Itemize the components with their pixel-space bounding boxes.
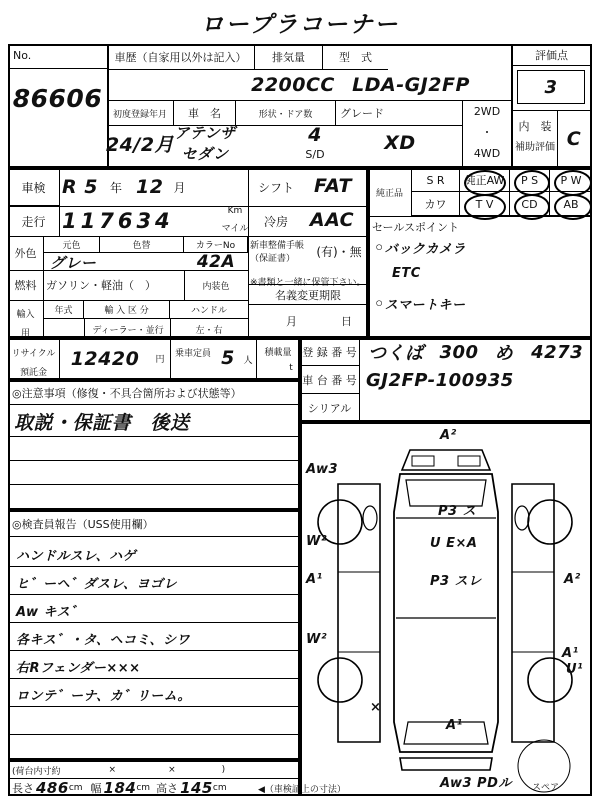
divider-9 — [248, 236, 249, 338]
capacity-label: 乗車定員 — [174, 348, 211, 359]
model-value-wrap — [336, 70, 486, 100]
grade-label-cell — [335, 100, 462, 126]
shaken-gatsu: 月 — [173, 180, 186, 195]
mileage-value-wrap — [62, 204, 220, 238]
door-sub: S/D — [305, 147, 325, 161]
chassis-label: 車 台 番 号 — [302, 374, 357, 387]
ac-value: AAC — [309, 209, 355, 231]
mileage-km: Km — [227, 206, 243, 216]
sales-point-item-1: ◦バックカメラ — [374, 238, 466, 257]
shaken-label: 車検 — [21, 180, 46, 195]
interior-label-wrap — [513, 112, 557, 166]
eval-label-cell — [511, 44, 592, 66]
diagram-mark-left-5: × — [370, 700, 382, 715]
shift-value: FAT — [314, 175, 352, 197]
note-keep: ※書類と一緒に保管下さい。 — [250, 278, 366, 288]
inspector-line-1: ハンドルスレ、ハゲ — [16, 548, 137, 564]
reg-number: 4273 — [531, 341, 584, 363]
displacement-value: 2200CC — [251, 74, 335, 96]
dimensions-heading: (荷台内寸約 — [12, 766, 61, 777]
car-name-value: アテンザセダン — [174, 124, 236, 163]
divider-13 — [84, 319, 85, 338]
interior-label: 内 装 — [518, 120, 552, 133]
diagram-body-mark-2: U E×A — [430, 536, 478, 551]
chassis-value: GJ2FP-100935 — [366, 369, 514, 391]
fuel-value-wrap — [46, 272, 182, 298]
year-label-cell — [44, 300, 84, 319]
dealer-label: ディーラー・並行 — [92, 325, 164, 336]
reg-kana: め — [494, 343, 514, 364]
eval-value-box — [517, 70, 585, 104]
notes-rule-2 — [8, 460, 300, 461]
diagram-mark-left-3: A¹ — [306, 572, 323, 587]
reg-place: つくば — [368, 343, 424, 364]
shaken-value-wrap — [62, 170, 242, 204]
diagram-mark-right-3: U¹ — [566, 662, 584, 677]
inspector-line-5-wrap — [16, 654, 296, 678]
serial-label-cell — [300, 394, 360, 422]
load-ton: t — [289, 363, 293, 373]
model-label: 型 式 — [339, 51, 372, 64]
first-reg-value: 24/2月 — [105, 133, 175, 156]
shape-door-label: 形状・ドア数 — [258, 109, 313, 120]
pw-label: P W — [560, 173, 582, 187]
year-label: 年式 — [54, 306, 73, 316]
handle-label: ハンドル — [190, 306, 227, 316]
load-label-wrap — [256, 342, 300, 360]
recycle-yen: 円 — [155, 354, 165, 365]
height-unit: cm — [212, 783, 227, 793]
diagram-mark-right-1: A² — [564, 572, 581, 587]
day-label: 日 — [341, 315, 352, 328]
divider-14 — [170, 319, 171, 338]
diagram-bottom-note: Aw3 PDル — [440, 776, 512, 791]
diagram-body-mark-3: P3 スレ — [430, 574, 482, 589]
width-value: 184 — [103, 779, 137, 797]
diagram-mark-left-1: Aw3 — [306, 462, 339, 477]
car-diagram-svg — [300, 422, 592, 796]
new-equip-label-wrap — [250, 238, 310, 268]
handle-lr-wrap — [172, 320, 246, 338]
divider-16 — [248, 304, 368, 305]
fuel-value: ガソリン・軽油（ ） — [46, 279, 156, 292]
genuine-label: 純正品 — [375, 188, 403, 199]
shaken-month-value: 12 — [135, 176, 164, 198]
sales-point-label: セールスポイント — [372, 221, 460, 234]
inspector-line-4-wrap — [16, 626, 296, 650]
mileage-value: 117634 — [62, 209, 174, 233]
dimensions-heading-wrap — [12, 762, 296, 778]
capacity-value: 5 — [221, 347, 235, 369]
base-color-label: 元色 — [62, 241, 81, 251]
divider-11 — [184, 270, 185, 300]
dimensions-close: ) — [221, 765, 226, 775]
shaken-year-value: R 5 — [62, 176, 98, 198]
spare-label: スペア — [532, 783, 560, 793]
load-ton-wrap — [284, 360, 298, 376]
reg-label: 登 録 番 号 — [302, 346, 357, 359]
model-value: LDA-GJ2FP — [352, 74, 470, 96]
serial-label: シリアル — [307, 402, 352, 415]
recycle-value: 12420 — [70, 348, 140, 370]
aw-label: 純正AW — [464, 174, 505, 187]
capacity-label-wrap — [170, 342, 216, 362]
new-equip-label: 新車整備手帳 — [250, 241, 305, 251]
name-change-label-wrap — [250, 286, 366, 304]
warranty-label: （保証書） — [250, 254, 296, 264]
inspector-line-5: 右Rフェンダー××× — [16, 660, 141, 676]
name-change-label: 名義変更期限 — [275, 289, 341, 302]
import-class-label-cell — [84, 300, 170, 319]
model-label-cell — [322, 44, 388, 70]
capacity-nin-wrap — [240, 348, 256, 370]
import-label: 輸入 — [16, 310, 35, 320]
fuel-label-cell — [8, 270, 44, 300]
inspector-rule-1 — [8, 566, 300, 567]
lot-no-value: 86606 — [12, 83, 103, 113]
import-class-label: 輸 入 区 分 — [104, 306, 149, 316]
divider-20 — [8, 404, 300, 405]
dimensions-footnote: ◀（車検証上の寸法） — [258, 784, 346, 795]
notes-line-1: 取説・保証書 後送 — [14, 411, 190, 434]
door-value: 4 — [308, 124, 322, 146]
diagram-mark-left-2: W² — [306, 534, 328, 549]
inspector-heading: ◎検査員報告（USS使用欄） — [12, 518, 154, 531]
cd-label: CD — [521, 197, 538, 211]
inspector-line-6: ロンテ゛ーナ、カ゛リーム。 — [16, 688, 191, 704]
ps-circle-mark — [514, 170, 550, 196]
notes-line-1-wrap — [14, 408, 296, 434]
inspector-rule-7 — [8, 734, 300, 735]
sales-point-item-3: ◦スマートキー — [374, 294, 466, 313]
inspector-line-2: ヒ゛ーヘ゛ダスレ、ヨゴレ — [16, 576, 177, 592]
interior-color-label-wrap — [186, 272, 246, 298]
capacity-value-wrap — [214, 340, 242, 376]
import-label-cell — [8, 300, 44, 338]
abs-label: AB — [563, 197, 579, 211]
inspector-line-3: Aw キス゛ — [16, 604, 84, 620]
length-unit: cm — [68, 783, 83, 793]
history-label-cell — [107, 44, 254, 70]
sales-point-list — [374, 238, 586, 332]
shaken-nen: 年 — [109, 180, 122, 195]
tv-label: T V — [475, 197, 494, 211]
deposit-label: 預託金 — [19, 368, 47, 378]
length-value: 486 — [36, 779, 69, 797]
width-label: 幅 — [90, 782, 102, 795]
inspector-heading-wrap — [12, 514, 296, 534]
sr-label: S R — [426, 173, 445, 187]
page-title: ロープラコーナー — [200, 12, 400, 38]
chassis-label-cell — [300, 366, 360, 394]
reg-value-wrap — [362, 338, 590, 366]
month-label: 月 — [286, 315, 297, 328]
lot-no-label-cell: No. — [13, 49, 32, 62]
handle-lr: 左・右 — [195, 325, 223, 336]
pw-circle-mark — [554, 170, 592, 196]
grade-label: グレード — [340, 107, 384, 120]
first-reg-label-cell — [107, 100, 173, 126]
handle-label-cell — [170, 300, 248, 319]
notes-heading: ◎注意事項（修復・不具合箇所および状態等） — [12, 387, 242, 400]
reg-class: 300 — [439, 341, 479, 363]
recycle-label-cell — [8, 338, 60, 380]
inspector-rule-3 — [8, 622, 300, 623]
diagram-bottom-mark: A¹ — [446, 718, 463, 733]
first-reg-value-wrap — [105, 124, 175, 162]
exterior-label: 外色 — [14, 247, 37, 260]
car-name-value-wrap — [173, 124, 237, 162]
shift-label: シフト — [257, 180, 294, 195]
ps-label: P S — [520, 173, 539, 187]
aw-circle-mark — [464, 170, 506, 196]
inspector-line-1-wrap — [16, 542, 296, 566]
reg-label-cell — [300, 338, 360, 366]
inspector-line-3-wrap — [16, 598, 296, 622]
sales-point-item-2: ETC — [392, 266, 421, 281]
capacity-nin: 人 — [243, 355, 253, 366]
interior-color-label: 内装色 — [202, 281, 230, 292]
history-label: 車歴（自家用以外は記入） — [114, 51, 247, 64]
sales-point-label-wrap — [372, 218, 522, 236]
eval-value: 3 — [544, 76, 558, 98]
repaint-label: 色替 — [132, 241, 151, 251]
notes-rule-3 — [8, 484, 300, 485]
diagram-body-mark-1: P3 ス — [438, 504, 477, 519]
notes-rule-1 — [8, 436, 300, 437]
recycle-value-wrap — [60, 340, 150, 378]
divider-15 — [248, 284, 368, 285]
displacement-label-cell — [254, 44, 322, 70]
drive-2wd: 2WD — [473, 104, 501, 118]
sr-label-cell — [412, 168, 460, 192]
dimensions-values-wrap — [12, 779, 298, 797]
dimensions-mult2: × — [168, 765, 176, 775]
repaint-label-cell — [100, 236, 184, 253]
name-change-date-wrap — [250, 308, 366, 334]
kawa-label: カワ — [424, 198, 447, 211]
eval-label: 評価点 — [535, 49, 568, 62]
ac-label-wrap — [250, 206, 302, 236]
divider-4 — [511, 110, 592, 111]
kawa-label-cell — [412, 192, 460, 216]
diagram-mark-right-2: A¹ — [562, 646, 579, 661]
warranty-yesno: (有)・無 — [316, 244, 362, 259]
displacement-value-wrap — [250, 70, 336, 100]
drive-4wd: 4WD — [473, 146, 501, 160]
height-label: 高さ — [156, 782, 179, 795]
base-color-value: グレー — [49, 253, 97, 272]
load-label: 積載量 — [264, 347, 292, 358]
divider-21 — [8, 536, 300, 537]
inspector-line-6-wrap — [16, 682, 296, 706]
divider-10 — [8, 270, 248, 271]
note-keep-wrap — [250, 270, 368, 288]
genuine-label-cell — [368, 168, 412, 216]
inspector-line-2-wrap — [16, 570, 296, 594]
first-reg-label: 初度登録年月 — [112, 109, 167, 120]
ac-label: 冷房 — [263, 214, 288, 229]
mileage-mile: マイル — [221, 223, 249, 234]
interior-label2: 補助評価 — [515, 142, 555, 153]
warranty-yesno-wrap — [312, 240, 366, 262]
color-no-value: 42A — [196, 252, 236, 272]
height-value: 145 — [180, 779, 213, 797]
lot-no-value-wrap — [8, 72, 107, 124]
drive-dot: ・ — [481, 126, 493, 139]
inspector-line-4: 各キス゛・タ、ヘコミ、シワ — [16, 632, 190, 648]
inspector-rule-6 — [8, 706, 300, 707]
mileage-label: 走行 — [21, 214, 46, 229]
interior-value-wrap — [557, 112, 591, 166]
dealer-label-wrap — [86, 320, 170, 338]
interior-value: C — [566, 128, 582, 150]
recycle-label: リサイクル — [11, 349, 56, 359]
use-label: 用 — [20, 329, 30, 339]
color-no-label: カラーNo — [195, 241, 236, 251]
inspector-rule-4 — [8, 650, 300, 651]
width-unit: cm — [136, 783, 151, 793]
grade-value: XD — [384, 132, 416, 154]
door-sub-wrap — [299, 145, 331, 163]
displacement-label: 排気量 — [272, 51, 305, 64]
dimensions-mult1: × — [108, 765, 117, 775]
length-label: 長さ — [12, 782, 34, 795]
shaken-label-cell — [8, 168, 60, 206]
grade-value-wrap — [340, 124, 460, 162]
chassis-value-wrap — [362, 366, 590, 394]
ac-value-wrap — [298, 204, 366, 236]
mileage-mile-wrap — [218, 219, 252, 235]
shift-value-wrap — [300, 168, 366, 204]
drive-cell — [462, 100, 511, 168]
recycle-yen-wrap — [150, 344, 170, 372]
divider-17 — [368, 216, 592, 217]
shift-label-wrap — [250, 170, 302, 204]
inspector-rule-5 — [8, 678, 300, 679]
inspector-rule-2 — [8, 594, 300, 595]
mileage-km-wrap — [220, 203, 250, 219]
notes-heading-wrap — [12, 383, 296, 403]
car-name-label: 車 名 — [188, 107, 221, 120]
fuel-label: 燃料 — [14, 279, 37, 292]
exterior-label-cell — [8, 236, 44, 270]
diagram-mark-left-4: W² — [306, 632, 328, 647]
mileage-label-cell — [8, 206, 60, 236]
diagram-mark-top: A² — [440, 428, 457, 443]
